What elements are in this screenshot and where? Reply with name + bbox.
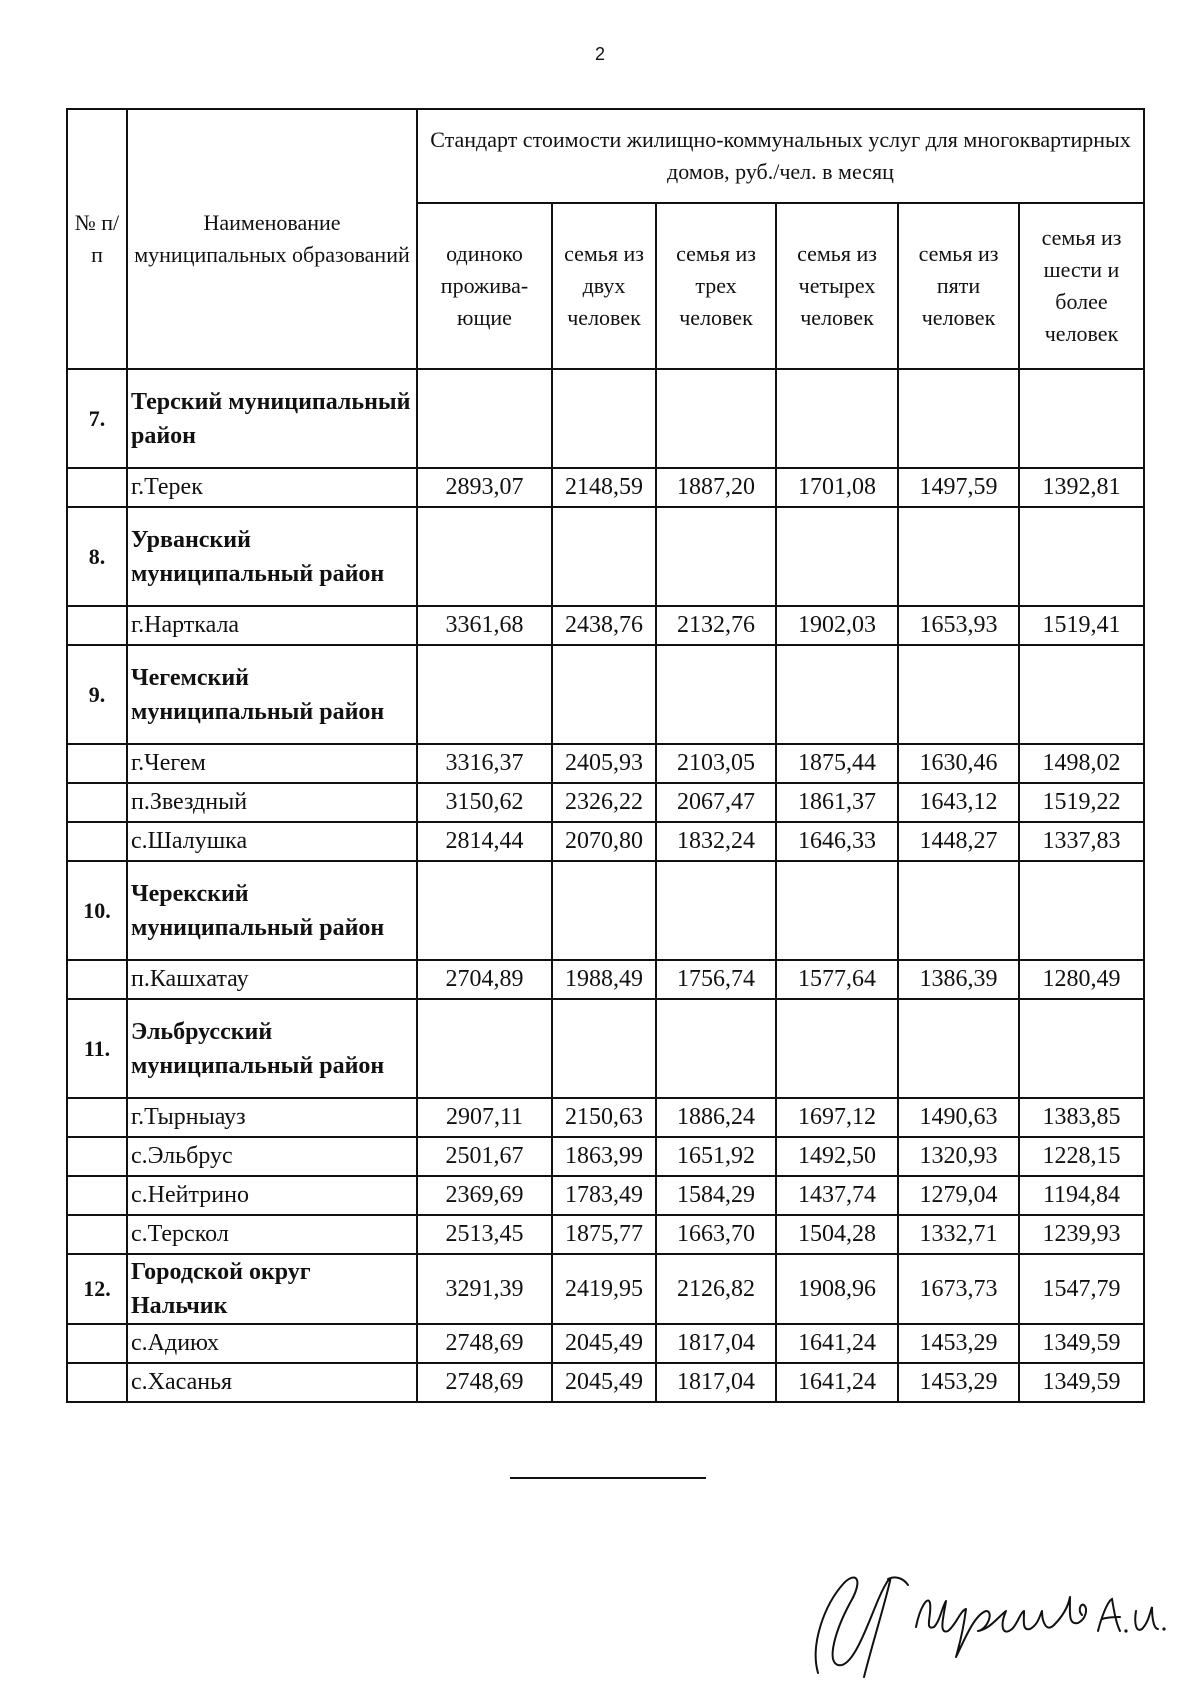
table-row xyxy=(67,783,1144,822)
value-cell: 1194,84 xyxy=(1019,1176,1144,1215)
district-name: Черекский муниципальный район xyxy=(127,861,417,960)
value-cell: 3291,39 xyxy=(417,1254,552,1324)
table-row xyxy=(67,1324,1144,1363)
value-cell: 1887,20 xyxy=(656,468,776,507)
value-cell: 1386,39 xyxy=(898,960,1019,999)
district-name: Терский муниципальный район xyxy=(127,369,417,468)
value-cell: 1519,41 xyxy=(1019,606,1144,645)
settlement-name: с.Хасанья xyxy=(127,1363,417,1402)
value-cell: 2419,95 xyxy=(552,1254,656,1324)
value-cell: 2893,07 xyxy=(417,468,552,507)
value-cell: 1320,93 xyxy=(898,1137,1019,1176)
value-cell: 1783,49 xyxy=(552,1176,656,1215)
settlement-name: г.Чегем xyxy=(127,744,417,783)
row-number xyxy=(67,606,127,645)
column-header-family-2: семья из двух человек xyxy=(552,203,656,369)
settlement-name: п.Звездный xyxy=(127,783,417,822)
value-cell xyxy=(776,369,898,468)
value-cell: 1646,33 xyxy=(776,822,898,861)
value-cell xyxy=(417,645,552,744)
value-cell xyxy=(776,999,898,1098)
value-cell: 1349,59 xyxy=(1019,1324,1144,1363)
value-cell xyxy=(417,507,552,606)
value-cell xyxy=(776,507,898,606)
value-cell: 1653,93 xyxy=(898,606,1019,645)
value-cell: 1651,92 xyxy=(656,1137,776,1176)
value-cell: 2814,44 xyxy=(417,822,552,861)
table-body xyxy=(67,369,1144,1402)
settlement-name: с.Нейтрино xyxy=(127,1176,417,1215)
value-cell: 1547,79 xyxy=(1019,1254,1144,1324)
row-number xyxy=(67,1176,127,1215)
value-cell: 2045,49 xyxy=(552,1324,656,1363)
value-cell xyxy=(552,645,656,744)
value-cell: 1817,04 xyxy=(656,1324,776,1363)
settlement-name: п.Кашхатау xyxy=(127,960,417,999)
value-cell xyxy=(898,861,1019,960)
value-cell: 1663,70 xyxy=(656,1215,776,1254)
settlement-name: г.Тырныауз xyxy=(127,1098,417,1137)
value-cell: 1641,24 xyxy=(776,1324,898,1363)
table-row xyxy=(67,1098,1144,1137)
value-cell: 1817,04 xyxy=(656,1363,776,1402)
value-cell: 2126,82 xyxy=(656,1254,776,1324)
value-cell: 2103,05 xyxy=(656,744,776,783)
value-cell xyxy=(656,507,776,606)
value-cell xyxy=(417,999,552,1098)
value-cell: 1504,28 xyxy=(776,1215,898,1254)
value-cell: 1630,46 xyxy=(898,744,1019,783)
value-cell: 1908,96 xyxy=(776,1254,898,1324)
value-cell: 1437,74 xyxy=(776,1176,898,1215)
value-cell: 1349,59 xyxy=(1019,1363,1144,1402)
district-row xyxy=(67,369,1144,468)
column-header-family-6plus: семья из шести и более человек xyxy=(1019,203,1144,369)
value-cell: 1497,59 xyxy=(898,468,1019,507)
value-cell xyxy=(552,861,656,960)
value-cell: 1988,49 xyxy=(552,960,656,999)
district-row xyxy=(67,861,1144,960)
value-cell: 1279,04 xyxy=(898,1176,1019,1215)
district-name: Эльбрусский муниципальный район xyxy=(127,999,417,1098)
settlement-name: г.Терек xyxy=(127,468,417,507)
value-cell: 1492,50 xyxy=(776,1137,898,1176)
value-cell: 3361,68 xyxy=(417,606,552,645)
value-cell xyxy=(417,369,552,468)
row-number xyxy=(67,960,127,999)
value-cell: 1697,12 xyxy=(776,1098,898,1137)
table-row xyxy=(67,1176,1144,1215)
value-cell: 1228,15 xyxy=(1019,1137,1144,1176)
value-cell: 1453,29 xyxy=(898,1363,1019,1402)
row-number xyxy=(67,1137,127,1176)
column-header-name: Наименование муниципальных образований xyxy=(127,109,417,369)
value-cell: 1392,81 xyxy=(1019,468,1144,507)
value-cell: 2907,11 xyxy=(417,1098,552,1137)
row-number xyxy=(67,1215,127,1254)
value-cell: 1448,27 xyxy=(898,822,1019,861)
value-cell: 1584,29 xyxy=(656,1176,776,1215)
district-row xyxy=(67,507,1144,606)
value-cell: 1886,24 xyxy=(656,1098,776,1137)
value-cell: 2070,80 xyxy=(552,822,656,861)
value-cell xyxy=(1019,369,1144,468)
row-number: 10. xyxy=(67,861,127,960)
value-cell: 1337,83 xyxy=(1019,822,1144,861)
value-cell xyxy=(656,645,776,744)
value-cell xyxy=(552,369,656,468)
value-cell xyxy=(552,507,656,606)
value-cell: 1875,44 xyxy=(776,744,898,783)
value-cell: 2704,89 xyxy=(417,960,552,999)
value-cell: 2501,67 xyxy=(417,1137,552,1176)
column-group-title: Стандарт стоимости жилищно-коммунальных услуг для многоквартирных домов, руб./чел. в месяц xyxy=(417,109,1144,203)
value-cell xyxy=(656,861,776,960)
value-cell xyxy=(1019,861,1144,960)
value-cell: 1332,71 xyxy=(898,1215,1019,1254)
value-cell: 2150,63 xyxy=(552,1098,656,1137)
value-cell: 1453,29 xyxy=(898,1324,1019,1363)
settlement-name: с.Терскол xyxy=(127,1215,417,1254)
value-cell xyxy=(898,999,1019,1098)
value-cell: 1875,77 xyxy=(552,1215,656,1254)
tariff-table xyxy=(66,108,1145,1403)
column-header-family-3: семья из трех человек xyxy=(656,203,776,369)
value-cell: 3150,62 xyxy=(417,783,552,822)
value-cell: 2748,69 xyxy=(417,1324,552,1363)
settlement-name: с.Эльбрус xyxy=(127,1137,417,1176)
value-cell: 2045,49 xyxy=(552,1363,656,1402)
column-header-family-5: семья из пяти человек xyxy=(898,203,1019,369)
settlement-name: г.Нарткала xyxy=(127,606,417,645)
value-cell: 2067,47 xyxy=(656,783,776,822)
value-cell: 1577,64 xyxy=(776,960,898,999)
value-cell: 1756,74 xyxy=(656,960,776,999)
row-number: 9. xyxy=(67,645,127,744)
value-cell xyxy=(898,645,1019,744)
value-cell: 2748,69 xyxy=(417,1363,552,1402)
value-cell xyxy=(1019,645,1144,744)
value-cell: 2405,93 xyxy=(552,744,656,783)
value-cell: 2513,45 xyxy=(417,1215,552,1254)
settlement-name: с.Шалушка xyxy=(127,822,417,861)
settlement-name: с.Адиюх xyxy=(127,1324,417,1363)
row-number xyxy=(67,1098,127,1137)
row-number xyxy=(67,783,127,822)
value-cell xyxy=(898,369,1019,468)
row-number xyxy=(67,1324,127,1363)
table-row xyxy=(67,960,1144,999)
value-cell: 1902,03 xyxy=(776,606,898,645)
value-cell: 1383,85 xyxy=(1019,1098,1144,1137)
value-cell: 2369,69 xyxy=(417,1176,552,1215)
district-row xyxy=(67,999,1144,1098)
value-cell: 2438,76 xyxy=(552,606,656,645)
separator-line xyxy=(510,1477,706,1479)
row-number xyxy=(67,744,127,783)
value-cell: 3316,37 xyxy=(417,744,552,783)
table-row xyxy=(67,468,1144,507)
value-cell xyxy=(1019,999,1144,1098)
value-cell: 2326,22 xyxy=(552,783,656,822)
table-row xyxy=(67,1215,1144,1254)
value-cell: 1832,24 xyxy=(656,822,776,861)
value-cell: 1239,93 xyxy=(1019,1215,1144,1254)
row-number: 12. xyxy=(67,1254,127,1324)
value-cell xyxy=(552,999,656,1098)
row-number: 11. xyxy=(67,999,127,1098)
table-row xyxy=(67,1137,1144,1176)
district-name: Урванский муниципальный район xyxy=(127,507,417,606)
value-cell xyxy=(776,861,898,960)
table-row xyxy=(67,1363,1144,1402)
page-number: 2 xyxy=(594,44,605,64)
row-number: 8. xyxy=(67,507,127,606)
column-header-family-4: семья из четырех человек xyxy=(776,203,898,369)
district-name: Чегемский муниципальный район xyxy=(127,645,417,744)
value-cell: 1861,37 xyxy=(776,783,898,822)
column-header-number: № п/п xyxy=(67,109,127,369)
row-number: 7. xyxy=(67,369,127,468)
table-row xyxy=(67,606,1144,645)
value-cell xyxy=(656,999,776,1098)
value-cell xyxy=(776,645,898,744)
value-cell: 1673,73 xyxy=(898,1254,1019,1324)
district-name: Городской округ Нальчик xyxy=(127,1254,417,1324)
table-row xyxy=(67,744,1144,783)
value-cell: 1498,02 xyxy=(1019,744,1144,783)
signature xyxy=(780,1545,1180,1695)
row-number xyxy=(67,468,127,507)
value-cell: 1490,63 xyxy=(898,1098,1019,1137)
row-number xyxy=(67,1363,127,1402)
value-cell: 1519,22 xyxy=(1019,783,1144,822)
district-row xyxy=(67,645,1144,744)
value-cell: 2132,76 xyxy=(656,606,776,645)
value-cell xyxy=(417,861,552,960)
value-cell xyxy=(1019,507,1144,606)
value-cell: 2148,59 xyxy=(552,468,656,507)
value-cell: 1280,49 xyxy=(1019,960,1144,999)
column-header-single: одиноко прожива-ющие xyxy=(417,203,552,369)
value-cell: 1643,12 xyxy=(898,783,1019,822)
value-cell xyxy=(656,369,776,468)
value-cell: 1701,08 xyxy=(776,468,898,507)
value-cell xyxy=(898,507,1019,606)
value-cell: 1641,24 xyxy=(776,1363,898,1402)
value-cell: 1863,99 xyxy=(552,1137,656,1176)
row-number xyxy=(67,822,127,861)
table-row xyxy=(67,822,1144,861)
district-row xyxy=(67,1254,1144,1324)
